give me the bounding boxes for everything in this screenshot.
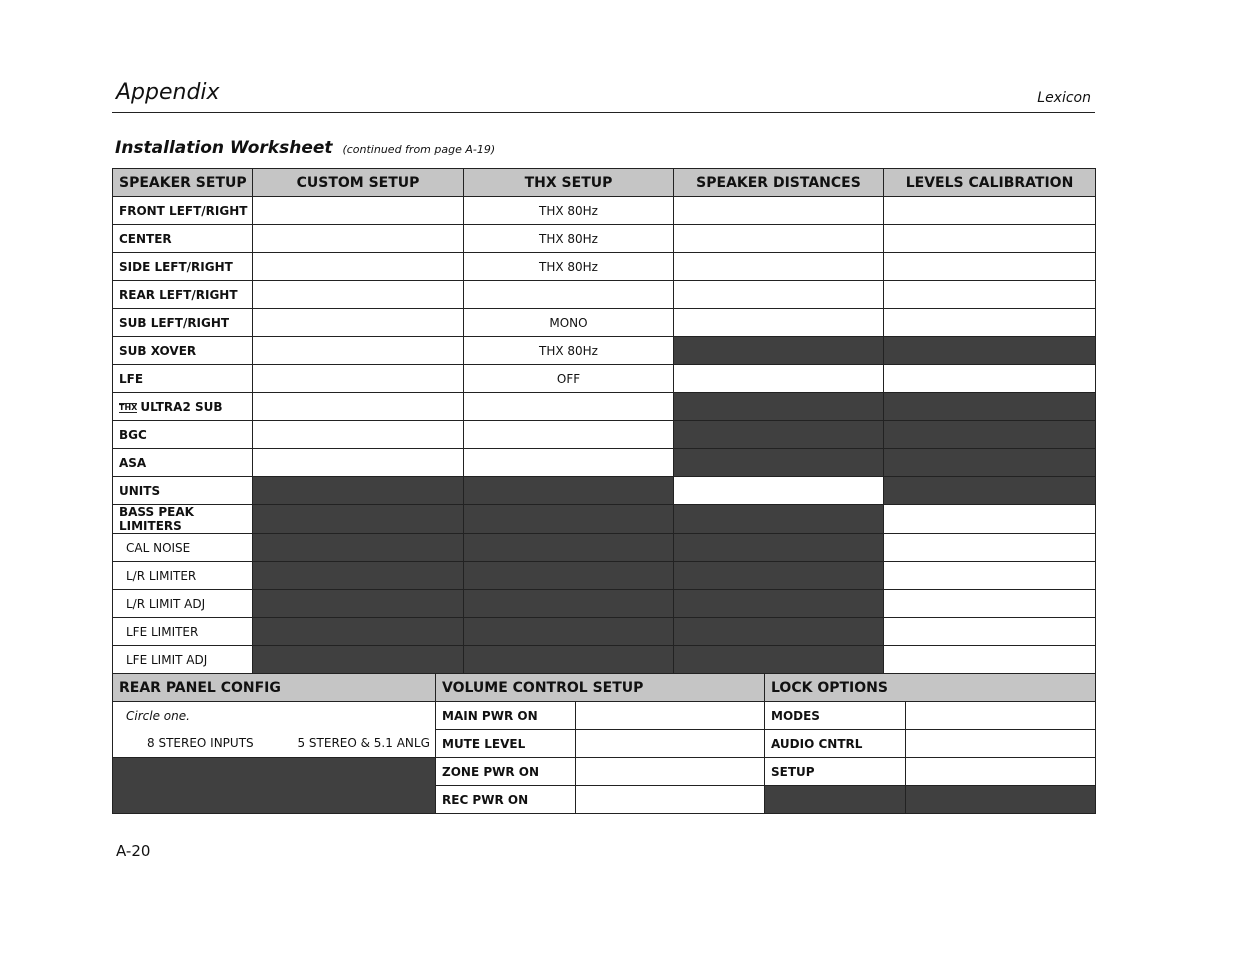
- speaker-distance-cell[interactable]: [674, 477, 884, 505]
- table-row: [113, 365, 1096, 393]
- lock-value-cell[interactable]: [906, 730, 1096, 758]
- levels-calibration-cell[interactable]: [884, 562, 1096, 590]
- thx-setup-cell[interactable]: [464, 421, 674, 449]
- blocked-cell: [906, 786, 1096, 814]
- column-header: LEVELS CALIBRATION: [884, 169, 1096, 197]
- lock-value-cell[interactable]: [906, 702, 1096, 730]
- levels-calibration-cell[interactable]: [884, 253, 1096, 281]
- volume-value-cell[interactable]: [576, 786, 765, 814]
- table-row: [113, 562, 1096, 590]
- row-label: SIDE LEFT/RIGHT: [113, 253, 253, 281]
- row-label: BASS PEAK LIMITERS: [113, 505, 253, 534]
- blocked-cell: [884, 421, 1096, 449]
- blocked-cell: [253, 534, 464, 562]
- table-row: [113, 702, 1096, 730]
- row-label: MUTE LEVEL: [436, 730, 576, 758]
- row-label: CAL NOISE: [113, 534, 253, 562]
- rear-panel-config-header: REAR PANEL CONFIG: [113, 674, 436, 702]
- column-header: SPEAKER DISTANCES: [674, 169, 884, 197]
- blocked-cell: [253, 646, 464, 674]
- row-label: MAIN PWR ON: [436, 702, 576, 730]
- column-header: CUSTOM SETUP: [253, 169, 464, 197]
- custom-setup-cell[interactable]: [253, 281, 464, 309]
- row-label: MODES: [765, 702, 906, 730]
- row-label: REC PWR ON: [436, 786, 576, 814]
- speaker-distance-cell[interactable]: [674, 225, 884, 253]
- table-row: [113, 590, 1096, 618]
- levels-calibration-cell[interactable]: [884, 590, 1096, 618]
- blocked-cell: [674, 590, 884, 618]
- row-label: FRONT LEFT/RIGHT: [113, 197, 253, 225]
- row-label: ASA: [113, 449, 253, 477]
- page-number: A-20: [116, 842, 151, 860]
- thx-setup-cell: THX 80Hz: [464, 225, 674, 253]
- blocked-cell: [113, 758, 436, 814]
- custom-setup-cell[interactable]: [253, 225, 464, 253]
- thx-setup-cell: OFF: [464, 365, 674, 393]
- table-row: [113, 477, 1096, 505]
- thx-logo-icon: THX: [119, 402, 138, 412]
- row-label: AUDIO CNTRL: [765, 730, 906, 758]
- custom-setup-cell[interactable]: [253, 309, 464, 337]
- blocked-cell: [253, 505, 464, 534]
- row-label: LFE LIMIT ADJ: [113, 646, 253, 674]
- blocked-cell: [884, 477, 1096, 505]
- blocked-cell: [253, 618, 464, 646]
- blocked-cell: [253, 562, 464, 590]
- table-header-row: [113, 169, 1096, 197]
- row-label: SUB LEFT/RIGHT: [113, 309, 253, 337]
- column-header: THX SETUP: [464, 169, 674, 197]
- custom-setup-cell[interactable]: [253, 393, 464, 421]
- levels-calibration-cell[interactable]: [884, 197, 1096, 225]
- levels-calibration-cell[interactable]: [884, 225, 1096, 253]
- blocked-cell: [765, 786, 906, 814]
- thx-setup-cell: THX 80Hz: [464, 253, 674, 281]
- brand-name: Lexicon: [1037, 90, 1091, 106]
- speaker-distance-cell[interactable]: [674, 197, 884, 225]
- table-row: [113, 253, 1096, 281]
- row-label-text: ULTRA2 SUB: [140, 399, 223, 414]
- table-row: [113, 197, 1096, 225]
- levels-calibration-cell[interactable]: [884, 534, 1096, 562]
- custom-setup-cell[interactable]: [253, 365, 464, 393]
- table-row: [113, 618, 1096, 646]
- levels-calibration-cell[interactable]: [884, 618, 1096, 646]
- rear-panel-options: [113, 730, 436, 758]
- section-title: [115, 138, 495, 158]
- blocked-cell: [464, 534, 674, 562]
- volume-value-cell[interactable]: [576, 730, 765, 758]
- blocked-cell: [674, 618, 884, 646]
- blocked-cell: [884, 337, 1096, 365]
- row-label: REAR LEFT/RIGHT: [113, 281, 253, 309]
- row-label: BGC: [113, 421, 253, 449]
- table-row: [113, 281, 1096, 309]
- row-label: ZONE PWR ON: [436, 758, 576, 786]
- speaker-distance-cell[interactable]: [674, 281, 884, 309]
- section-subtitle: (continued from page A-19): [342, 143, 496, 156]
- speaker-distance-cell[interactable]: [674, 309, 884, 337]
- speaker-distance-cell[interactable]: [674, 365, 884, 393]
- table-row: [113, 449, 1096, 477]
- blocked-cell: [674, 646, 884, 674]
- blocked-cell: [464, 562, 674, 590]
- table-row: [113, 534, 1096, 562]
- blocked-cell: [464, 646, 674, 674]
- table-row: [113, 758, 1096, 786]
- blocked-cell: [674, 505, 884, 534]
- levels-calibration-cell[interactable]: [884, 309, 1096, 337]
- blocked-cell: [464, 505, 674, 534]
- blocked-cell: [674, 562, 884, 590]
- section-title-text: Installation Worksheet: [115, 138, 333, 158]
- blocked-cell: [464, 618, 674, 646]
- levels-calibration-cell[interactable]: [884, 281, 1096, 309]
- levels-calibration-cell[interactable]: [884, 505, 1096, 534]
- blocked-cell: [253, 590, 464, 618]
- config-options-table: [112, 673, 1096, 814]
- table-row: [113, 309, 1096, 337]
- row-label: L/R LIMIT ADJ: [113, 590, 253, 618]
- table-row: [113, 225, 1096, 253]
- table-row: [113, 421, 1096, 449]
- row-label: UNITS: [113, 477, 253, 505]
- rear-option-5-stereo-analog[interactable]: 5 STEREO & 5.1 ANLG: [297, 736, 430, 751]
- blocked-cell: [674, 449, 884, 477]
- row-label: SETUP: [765, 758, 906, 786]
- page-title: Appendix: [116, 80, 220, 105]
- lock-options-header: LOCK OPTIONS: [765, 674, 1096, 702]
- speaker-distance-cell[interactable]: [674, 253, 884, 281]
- row-label: CENTER: [113, 225, 253, 253]
- blocked-cell: [674, 337, 884, 365]
- row-label: LFE: [113, 365, 253, 393]
- volume-value-cell[interactable]: [576, 702, 765, 730]
- blocked-cell: [674, 393, 884, 421]
- lock-value-cell[interactable]: [906, 758, 1096, 786]
- thx-setup-cell: MONO: [464, 309, 674, 337]
- table-header-row: [113, 674, 1096, 702]
- column-header: SPEAKER SETUP: [113, 169, 253, 197]
- thx-setup-cell[interactable]: [464, 449, 674, 477]
- custom-setup-cell[interactable]: [253, 449, 464, 477]
- row-label-thx-ultra2: [113, 393, 253, 421]
- blocked-cell: [884, 393, 1096, 421]
- custom-setup-cell[interactable]: [253, 337, 464, 365]
- custom-setup-cell[interactable]: [253, 253, 464, 281]
- table-row: [113, 393, 1096, 421]
- thx-setup-cell[interactable]: [464, 393, 674, 421]
- blocked-cell: [884, 449, 1096, 477]
- row-label: SUB XOVER: [113, 337, 253, 365]
- blocked-cell: [674, 421, 884, 449]
- rear-option-8-stereo[interactable]: 8 STEREO INPUTS: [147, 736, 254, 751]
- thx-setup-cell: THX 80Hz: [464, 197, 674, 225]
- speaker-setup-table: [112, 168, 1096, 674]
- row-label: L/R LIMITER: [113, 562, 253, 590]
- row-label: LFE LIMITER: [113, 618, 253, 646]
- table-row: [113, 505, 1096, 534]
- levels-calibration-cell[interactable]: [884, 646, 1096, 674]
- custom-setup-cell[interactable]: [253, 421, 464, 449]
- rear-panel-note: Circle one.: [113, 702, 436, 730]
- table-row: [113, 337, 1096, 365]
- custom-setup-cell[interactable]: [253, 197, 464, 225]
- volume-control-setup-header: VOLUME CONTROL SETUP: [436, 674, 765, 702]
- blocked-cell: [674, 534, 884, 562]
- levels-calibration-cell[interactable]: [884, 365, 1096, 393]
- table-row: [113, 646, 1096, 674]
- volume-value-cell[interactable]: [576, 758, 765, 786]
- header-rule: [112, 112, 1095, 113]
- thx-setup-cell: THX 80Hz: [464, 337, 674, 365]
- table-row: [113, 730, 1096, 758]
- blocked-cell: [464, 590, 674, 618]
- thx-setup-cell[interactable]: [464, 281, 674, 309]
- blocked-cell: [464, 477, 674, 505]
- blocked-cell: [253, 477, 464, 505]
